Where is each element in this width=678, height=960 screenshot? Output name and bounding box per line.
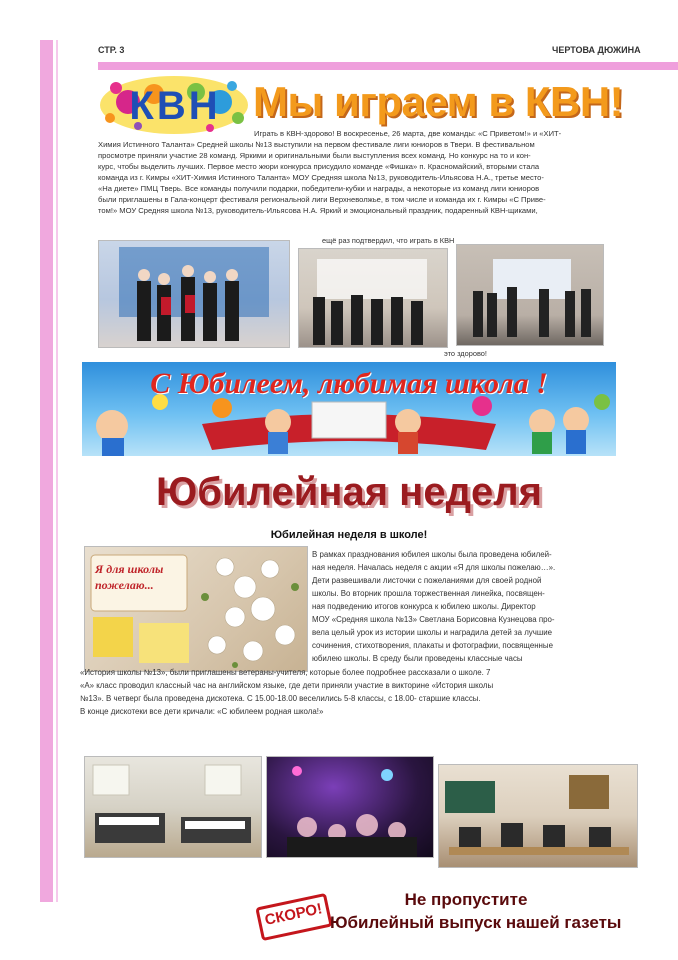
left-decor-bar [40,40,53,902]
jubilee-line: школы. Во вторник прошла торжественная линейка, посвящен- [312,589,545,598]
kvn-logo-text: КВН [129,84,221,128]
jubilee-line: В конце дискотеки все дети кричали: «С юбилеем родная школа!» [80,707,324,716]
jubilee-subtitle: Юбилейная неделя в школе! [270,529,428,541]
jubilee-line: «А» класс проводил классный час на английском языке, где дети приняли участие в викторине «История школы [80,681,494,690]
kvn-line: курс, чтобы выделить лучших. Первое место жюри конкурса присудило команде «Фишка» п. Красномайский, вторыми стала [98,162,540,171]
jubilee-heading: Юбилейная неделя [156,470,542,514]
jubilee-line: «История школы №13», были приглашены ветераны-учителя, которые более подробнее рассказали о школе. 7 [80,668,491,677]
kvn-caption-end: это здорово! [444,349,487,358]
newspaper-name: ЧЕРТОВА ДЮЖИНА [552,45,641,55]
footer-line-2: Юбилейный выпуск нашей газеты [330,913,622,932]
footer-line-1: Не пропустите [404,890,528,909]
kvn-line: «На диете» ПМЦ Тверь. Все команды получили подарки, победители-кубки и награды, а некоторые из команд лиги юниоров [98,184,540,193]
assembly-photo [84,756,262,858]
jubilee-line: сочинения, стихотворения, плакаты и фотографии, посвященные [312,641,553,650]
kvn-photo-1 [98,240,290,348]
kvn-line: том!» МОУ Средняя школа №13, руководитель-Ильясова Н.А. Яркий и эмоциональный праздник, подаренный КВН-щиками, [98,206,538,215]
left-decor-line [56,40,58,902]
kvn-line: были приглашены в Гала-концерт фестиваля региональной лиги Верхневолжье, в том числе и команда их г. Кимры «С Приве- [98,195,546,204]
page-number: СТР. 3 [98,45,125,55]
kvn-line: Играть в КВН-здорово! В воскресенье, 26 марта, две команды: «С Приветом!» и «ХИТ- [254,129,562,138]
classroom-photo [438,764,638,868]
jubilee-line: МОУ «Средняя школа №13» Светлана Борисовна Кузнецова про- [312,615,555,624]
kvn-article [98,128,618,216]
jubilee-line: юбилею школы. В среду были проведены классные часы [312,654,523,663]
banner-text: С Юбилеем, любимая школа ! [150,367,548,400]
kvn-line: Химия Истинного Таланта» Средней школы №13 выступили на первом фестивале лиги юниоров в Твери. В фестивальном [98,140,535,149]
top-decor-bar [98,62,678,70]
kvn-photo-2 [298,248,448,348]
kvn-line: просмотре приняли участие 28 команд. Яркими и оригинальными были выступления всех команд. Но конкурс на то и кон- [98,151,531,160]
kvn-photo-3 [456,244,604,346]
soon-stamp: СКОРО! [255,893,332,941]
kvn-line: команда из г. Кимры «ХИТ-Химия Истинного Таланта» МОУ Средняя школа №13, руководитель-Ильясова Н.А., третье место- [98,173,544,182]
jubilee-line: №13». В четверг была проведена дискотека. С 15.00-18.00 веселились 5-8 классы, с 18.00- старшие классы. [80,694,481,703]
jubilee-article-full [80,666,636,718]
jubilee-banner [82,362,616,456]
jubilee-line: В рамках празднования юбилея школы была проведена юбилей- [312,550,552,559]
poster-text: Я для школы пожелаю... [95,562,164,592]
kvn-title: Мы играем в КВН! [253,78,624,125]
jubilee-line: ная неделя. Началась неделя с акции «Я для школы пожелаю…». [312,563,556,572]
jubilee-article-column [312,548,634,665]
jubilee-line: Дети развешивали листочки с пожеланиями для своей родной [312,576,542,585]
jubilee-line: вела целый урок из истории школы и наградила детей за лучшие [312,628,552,637]
kvn-last-line: ещё раз подтвердил, что играть в КВН [322,236,455,245]
disco-photo [266,756,434,858]
wishes-poster-photo [84,546,308,672]
jubilee-line: ная подведению итогов конкурса к юбилею школы. Директор [312,602,536,611]
